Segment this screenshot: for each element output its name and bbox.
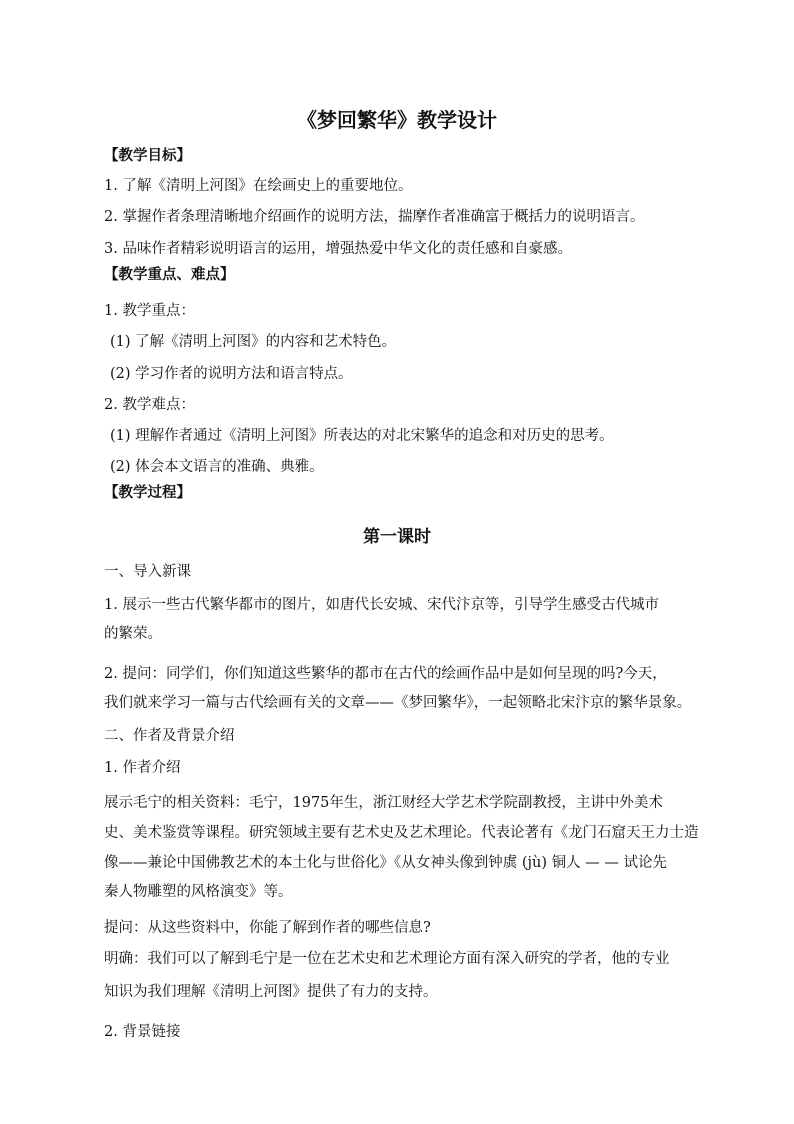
lesson-title: 第一课时 [363, 527, 431, 547]
objective-item-2: 2. 掌握作者条理清晰地介绍画作的说明方法，揣摩作者准确富于概括力的说明语言。 [104, 209, 645, 225]
author-line-1: 展示毛宁的相关资料：毛宁，1975年生，浙江财经大学艺术学院副教授，主讲中外美术 [104, 795, 663, 811]
answer-line-2: 知识为我们理解《清明上河图》提供了有力的支持。 [104, 984, 438, 1000]
part1-heading: 一、导入新课 [104, 564, 191, 580]
objective-item-1: 1. 了解《清明上河图》在绘画史上的重要地位。 [104, 178, 413, 194]
document-title: 《梦回繁华》教学设计 [297, 108, 497, 132]
background-label: 2. 背景链接 [104, 1024, 181, 1040]
part1-item1-line2: 的繁荣。 [104, 626, 162, 642]
focus-label: 1. 教学重点： [104, 303, 195, 319]
part2-heading: 二、作者及背景介绍 [104, 728, 235, 744]
author-line-3: 像——兼论中国佛教艺术的本土化与世俗化》《从女神头像到钟虡 (jù) 铜人 — — 试论先 [104, 855, 667, 871]
answer-line-1: 明确：我们可以了解到毛宁是一位在艺术史和艺术理论方面有深入研究的学者，他的专业 [104, 951, 670, 967]
part1-item2-line1: 2. 提问：同学们，你们知道这些繁华的都市在古代的绘画作品中是如何呈现的吗?今天， [104, 666, 667, 682]
question-text: 提问：从这些资料中，你能了解到作者的哪些信息? [104, 920, 431, 936]
part1-item2-line2: 我们就来学习一篇与古代绘画有关的文章——《梦回繁华》，一起领略北宋汴京的繁华景象。 [104, 695, 692, 711]
key-points-heading: 【教学重点、难点】 [104, 267, 235, 283]
process-heading: 【教学过程】 [104, 485, 191, 501]
objectives-heading: 【教学目标】 [104, 148, 191, 164]
author-line-2: 史、美术鉴赏等课程。研究领域主要有艺术史及艺术理论。代表论著有《龙门石窟天王力士造 [104, 825, 699, 841]
difficulty-item-2: (2) 体会本文语言的准确、典雅。 [110, 459, 324, 475]
focus-item-2: (2) 学习作者的说明方法和语言特点。 [110, 366, 353, 382]
difficulty-item-1: (1) 理解作者通过《清明上河图》所表达的对北宋繁华的追念和对历史的思考。 [110, 428, 614, 444]
part1-item1-line1: 1. 展示一些古代繁华都市的图片，如唐代长安城、宋代汴京等，引导学生感受古代城市 [104, 597, 659, 613]
difficulty-label: 2. 教学难点： [104, 397, 195, 413]
author-line-4: 秦人物雕塑的风格演变》等。 [104, 884, 293, 900]
focus-item-1: (1) 了解《清明上河图》的内容和艺术特色。 [110, 334, 397, 350]
objective-item-3: 3. 品味作者精彩说明语言的运用，增强热爱中华文化的责任感和自豪感。 [104, 241, 572, 257]
author-label: 1. 作者介绍 [104, 760, 181, 776]
